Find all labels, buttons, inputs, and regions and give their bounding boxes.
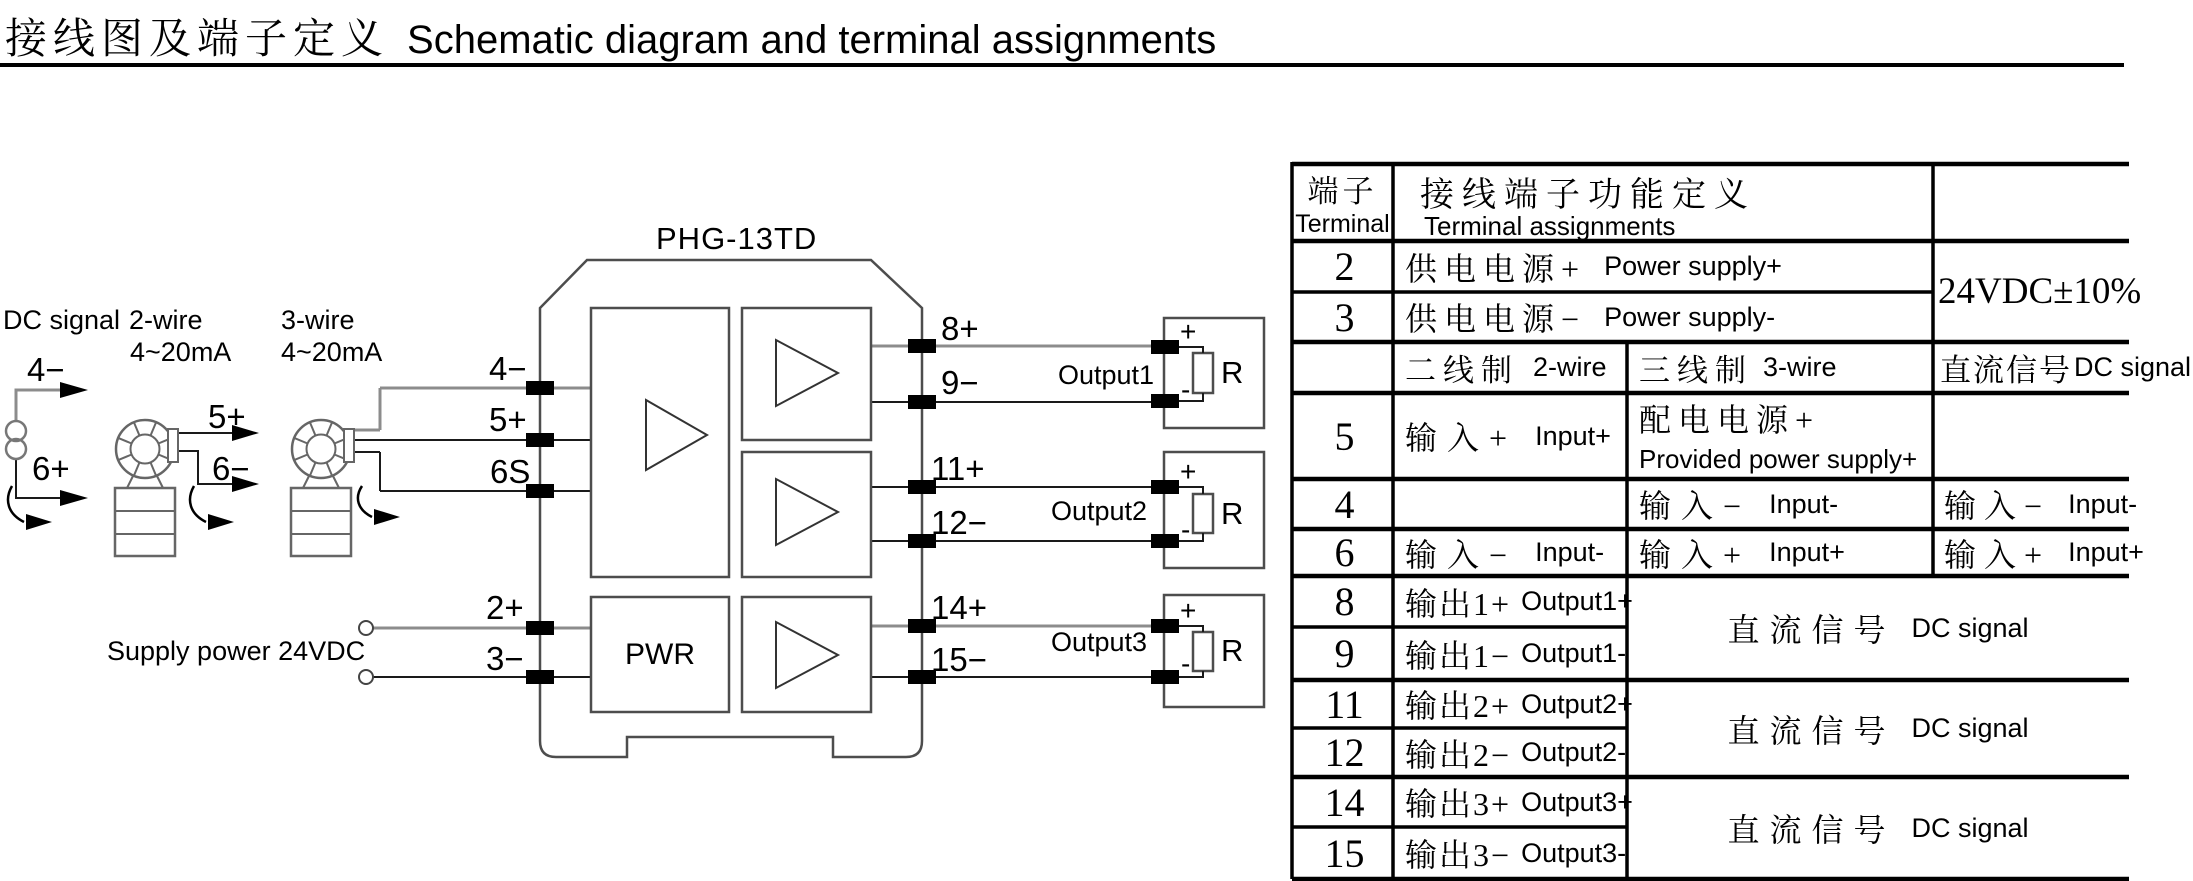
three-wire-range-label: 4~20mA [281, 337, 383, 367]
row2-function-cell: 供电电源+ Power supply+ [1405, 250, 1782, 287]
resistor2-label: R [1221, 496, 1244, 531]
transmitter-2wire-icon [115, 420, 178, 556]
terminal-label-4: 4− [489, 350, 527, 387]
output-loads [1164, 318, 1264, 707]
table-header-terminal-zh: 端子 [1307, 173, 1378, 209]
terminal-label-5: 5+ [489, 401, 527, 438]
two-wire-label: 2-wire [129, 305, 203, 335]
row3-function-cell: 供电电源− Power supply- [1405, 301, 1776, 337]
two-wire-range-label: 4~20mA [130, 337, 232, 367]
row15-cell: 输出3− Output3- [1405, 837, 1627, 873]
supply-power-label: Supply power 24VDC [107, 636, 366, 666]
row4-dc-cell: 输入− Input- [1944, 488, 2138, 524]
resistor3-label: R [1221, 633, 1244, 668]
twowire-lead-6: 6− [212, 450, 250, 487]
output3-label: Output3 [1051, 627, 1148, 657]
page-title-zh: 接线图及端子定义 [5, 15, 390, 62]
row8-cell: 输出1+ Output1+ [1405, 585, 1633, 622]
device-model-label: PHG-13TD [656, 221, 818, 256]
output3-minus-sign: - [1181, 648, 1191, 679]
row6-dc-cell: 输入+ Input+ [1944, 536, 2144, 573]
terminal-label-2: 2+ [486, 589, 524, 626]
mode-2wire-cell: 二线制 2-wire [1405, 352, 1607, 388]
power-spec-cell: 24VDC±10% [1938, 271, 2142, 312]
mode-3wire-cell: 三线制 3-wire [1639, 352, 1837, 388]
transmitter-3wire-icon [291, 420, 354, 556]
terminal-cell-3: 3 [1334, 294, 1355, 340]
terminal-cell-2: 2 [1334, 244, 1355, 289]
device-block [540, 260, 922, 757]
output1-minus-sign: - [1181, 374, 1191, 405]
output2-plus-sign: + [1180, 456, 1197, 487]
row14-cell: 输出3+ Output3+ [1405, 786, 1633, 822]
terminal-cell-6: 6 [1334, 530, 1355, 575]
table-header-function-zh: 接线端子功能定义 [1420, 177, 1756, 214]
dc-signal-group1-cell: 直流信号 DC signal [1727, 612, 2029, 648]
mode-dc-signal-cell: 直流信号 DC signal [1940, 352, 2192, 388]
page-title-en: Schematic diagram and terminal assignments [407, 18, 1217, 62]
terminal-label-8: 8+ [941, 310, 979, 347]
row11-cell: 输出2+ Output2+ [1405, 688, 1633, 724]
terminal-cell-4: 4 [1334, 481, 1355, 527]
terminal-cell-12: 12 [1324, 730, 1365, 775]
terminal-label-6s: 6S [490, 453, 531, 490]
source-lead-6: 6+ [32, 450, 70, 487]
terminal-cell-9: 9 [1334, 631, 1355, 676]
row5-2wire-cell: 输入+ Input+ [1405, 420, 1611, 456]
row9-cell: 输出1− Output1- [1405, 637, 1627, 674]
twowire-lead-5: 5+ [208, 398, 246, 435]
output2-label: Output2 [1051, 496, 1148, 526]
terminal-cell-15: 15 [1324, 830, 1365, 876]
output1-plus-sign: + [1180, 316, 1197, 347]
dc-signal-label: DC signal [3, 305, 121, 335]
terminal-label-9: 9− [941, 364, 979, 401]
three-wire-label: 3-wire [281, 305, 355, 335]
terminal-cell-5: 5 [1334, 413, 1355, 459]
row6-2wire-cell: 输入− Input- [1405, 536, 1605, 573]
terminal-cell-11: 11 [1325, 681, 1364, 727]
row12-cell: 输出2− Output2- [1405, 736, 1627, 773]
terminal-label-12: 12− [931, 504, 987, 541]
resistor1-label: R [1221, 355, 1244, 390]
dc-source-icon [6, 421, 26, 459]
source-lead-4: 4− [27, 351, 65, 388]
terminal-label-3: 3− [486, 640, 524, 677]
dc-signal-group2-cell: 直流信号 DC signal [1727, 712, 2029, 749]
terminal-label-11: 11+ [931, 450, 985, 487]
dc-signal-group3-cell: 直流信号 DC signal [1727, 812, 2029, 848]
terminal-cell-8: 8 [1334, 579, 1355, 624]
output3-plus-sign: + [1180, 595, 1197, 626]
output1-label: Output1 [1058, 360, 1155, 390]
row4-3wire-cell: 输入− Input- [1639, 488, 1839, 524]
pwr-label: PWR [625, 638, 695, 671]
table-header-terminal-en: Terminal [1295, 209, 1390, 238]
output2-minus-sign: - [1181, 514, 1191, 545]
terminal-label-15: 15− [931, 641, 987, 678]
terminal-label-14: 14+ [931, 589, 987, 626]
terminal-cell-14: 14 [1324, 779, 1365, 825]
row5-3wire-cell: 配电电源+ Provided power supply+ [1639, 402, 1918, 474]
table-header-function-en: Terminal assignments [1424, 211, 1676, 241]
row6-3wire-cell: 输入+ Input+ [1639, 536, 1845, 573]
